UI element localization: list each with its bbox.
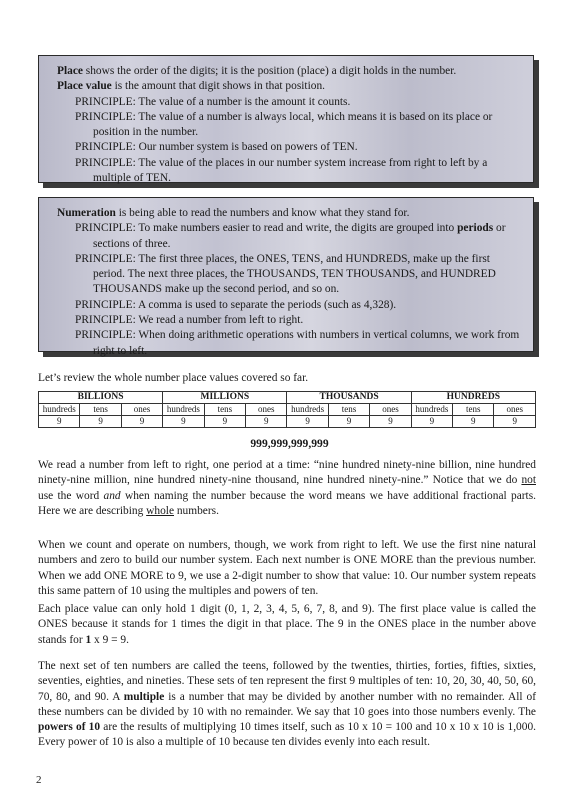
numeration-definition: Numeration is being able to read the numbers and know what they stand for. bbox=[57, 207, 410, 219]
place-cell: tens bbox=[204, 404, 245, 416]
review-intro: Let’s review the whole number place values covered so far. bbox=[38, 372, 309, 384]
paragraph-reading: We read a number from left to right, one period at a time: “nine hundred ninety-nine billion, nine hundred ninety-nine million, nine hundred ninety-nine thousand, nine hundred ninety-nine.” Notice that we do not use the word and when naming the number because the word means we have additional fractional parts. Here we are describing whole numbers. bbox=[38, 459, 536, 517]
digit-cell: 9 bbox=[370, 416, 411, 428]
paragraph-place-digits: Each place value can only hold 1 digit (0, 1, 2, 3, 4, 5, 6, 7, 8, and 9). The first place value is called the ONES because it stands for 1 times the digit in that place. The 9 in the ONES place in the number above stands for 1 x 9 = 9. bbox=[38, 603, 536, 646]
page-number: 2 bbox=[36, 774, 42, 786]
place-row bbox=[39, 404, 536, 416]
period-header: THOUSANDS bbox=[287, 392, 411, 404]
example-number: 999,999,999,999 bbox=[250, 437, 329, 450]
place-cell: ones bbox=[246, 404, 287, 416]
place-cell: hundreds bbox=[39, 404, 80, 416]
digit-cell: 9 bbox=[204, 416, 245, 428]
digit-cell: 9 bbox=[494, 416, 536, 428]
principle: PRINCIPLE: The value of a number is always local, which means it is based on its place or position in the number. bbox=[75, 110, 493, 139]
place-cell: tens bbox=[80, 404, 121, 416]
place-value-definition: Place value is the amount that digit shows in that position. bbox=[57, 80, 325, 93]
principle: PRINCIPLE: When doing arithmetic operations with numbers in vertical columns, we work from right to left. bbox=[75, 329, 520, 357]
place-value-box bbox=[38, 55, 534, 183]
digit-cell: 9 bbox=[80, 416, 121, 428]
digit-cell: 9 bbox=[328, 416, 369, 428]
principle: PRINCIPLE: The first three places, the ONES, TENS, and HUNDREDS, make up the first period. The next three places, the THOUSANDS, TEN THOUSANDS, and HUNDRED THOUSANDS make up the second period, and so on. bbox=[75, 252, 496, 296]
principle: PRINCIPLE: A comma is used to separate the periods (such as 4,328). bbox=[75, 298, 397, 311]
numeration-box bbox=[38, 197, 534, 357]
digit-cell: 9 bbox=[453, 416, 494, 428]
digit-cell: 9 bbox=[411, 416, 452, 428]
period-header: HUNDREDS bbox=[411, 392, 535, 404]
digit-cell: 9 bbox=[39, 416, 80, 428]
paragraph-multiples: The next set of ten numbers are called the teens, followed by the twenties, thirties, forties, fifties, sixties, seventies, eighties, and nineties. These sets of ten represent the first 9 multiples of ten: 10, 20, 30, 40, 50, 60, 70, 80, and 90. A multiple is a number that may be divided by another number with no remainder. All of these numbers can be divided by 10 with no remainder. We say that 10 goes into those numbers evenly. The powers of 10 are the results of multiplying 10 times itself, such as 10 x 10 = 100 and 10 x 10 x 10 is 1,000. Every power of 10 is also a multiple of 10 because ten divides evenly into each result. bbox=[38, 660, 536, 749]
place-cell: ones bbox=[121, 404, 162, 416]
place-cell: hundreds bbox=[163, 404, 204, 416]
place-cell: ones bbox=[370, 404, 411, 416]
digit-cell: 9 bbox=[163, 416, 204, 428]
principle: PRINCIPLE: The value of the places in our number system increase from right to left by a multiple of TEN. bbox=[75, 156, 488, 185]
paragraph-counting: When we count and operate on numbers, though, we work from right to left. We use the first nine natural numbers and zero to build our number system. Each next number is ONE MORE than the previous number. When we add ONE MORE to 9, we use a 2-digit number to show that value: 10. Our number system repeats this same pattern of 10 using the multiples and powers of ten. bbox=[38, 539, 536, 597]
digit-row bbox=[39, 416, 536, 428]
principle: PRINCIPLE: We read a number from left to right. bbox=[75, 314, 304, 327]
digit-cell: 9 bbox=[287, 416, 328, 428]
period-header: BILLIONS bbox=[39, 392, 163, 404]
place-cell: hundreds bbox=[411, 404, 452, 416]
digit-cell: 9 bbox=[121, 416, 162, 428]
place-definition: Place shows the order of the digits; it is the position (place) a digit holds in the number. bbox=[57, 65, 457, 77]
place-cell: hundreds bbox=[287, 404, 328, 416]
principle: PRINCIPLE: Our number system is based on powers of TEN. bbox=[75, 141, 358, 154]
digit-cell: 9 bbox=[246, 416, 287, 428]
place-cell: tens bbox=[453, 404, 494, 416]
principle: PRINCIPLE: The value of a number is the amount it counts. bbox=[75, 95, 351, 108]
place-cell: ones bbox=[494, 404, 536, 416]
period-header: MILLIONS bbox=[163, 392, 287, 404]
place-cell: tens bbox=[328, 404, 369, 416]
period-header-row bbox=[39, 392, 536, 404]
principle: PRINCIPLE: To make numbers easier to read and write, the digits are grouped into periods or sections of three. bbox=[75, 222, 506, 250]
place-value-table bbox=[38, 391, 536, 428]
